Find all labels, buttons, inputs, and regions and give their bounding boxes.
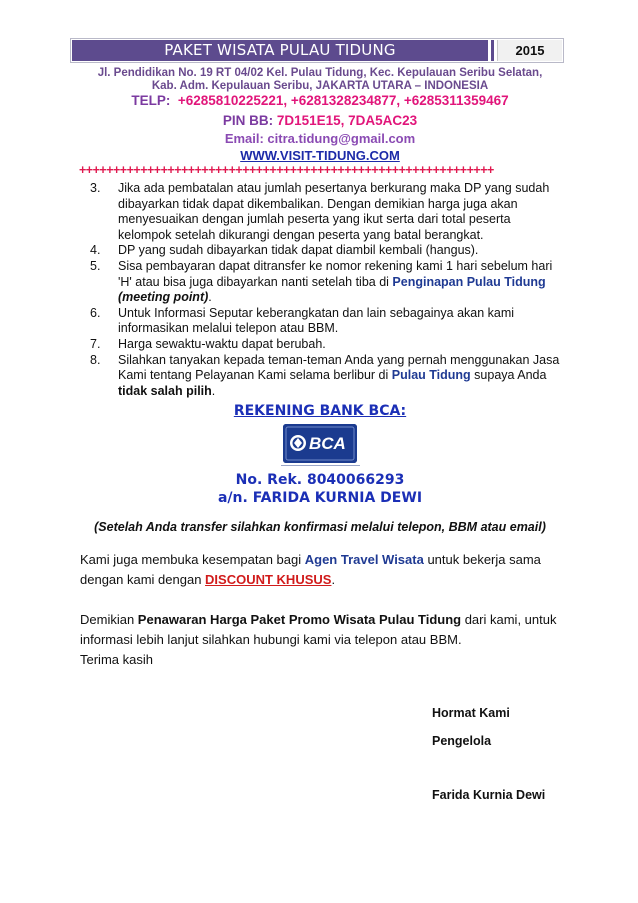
phone-numbers: +6285810225221, +6281328234877, +6285311359467 — [177, 93, 509, 108]
pin-bb-line — [60, 113, 580, 129]
agent-paragraph: Kami juga membuka kesempatan bagi Agen Travel Wisata untuk bekerja sama dengan kami dengan DISCOUNT KHUSUS. — [80, 552, 541, 587]
list-text: Jika ada pembatalan atau jumlah pesertanya berkurang maka DP yang sudah dibayarkan tidak dapat dikembalikan. Dengan demikian harga juga akan menyesuaikan dengan jumlah peserta yang ikut serta dari total peserta kelompok setelah dikurangi dengan peserta yang batal berangkat. — [118, 181, 550, 242]
account-number: No. Rek. 8040066293 — [235, 472, 405, 488]
list-text: DP yang sudah dibayarkan tidak dapat diambil kembali (hangus). — [118, 243, 479, 258]
year-label: 2015 — [497, 40, 562, 61]
list-number: 3. — [90, 181, 101, 195]
bca-logo-icon — [283, 424, 357, 463]
pin-values: 7D151E15, 7DA5AC23 — [276, 113, 418, 128]
meeting-point-note: (meeting point) — [118, 290, 209, 305]
list-item-8: 8. Silahkan tanyakan kepada teman-teman Anda yang pernah menggunakan Jasa Kami tentang Pelayanan Kami selama berlibur di Pulau Tidung supaya Anda tidak salah pilih. — [90, 352, 560, 398]
signature-role: Pengelola — [432, 734, 492, 748]
list-item-4 — [90, 243, 560, 259]
email-link[interactable]: Email: citra.tidung@gmail.com — [224, 131, 416, 146]
account-holder: a/n. FARIDA KURNIA DEWI — [217, 490, 423, 506]
list-text: Silahkan tanyakan kepada teman-teman Anda yang pernah menggunakan Jasa Kami tentang Pelayanan Kami selama berlibur di — [118, 352, 560, 383]
list-number: 8. — [90, 352, 101, 367]
website-link[interactable]: WWW.VISIT-TIDUNG.COM — [240, 148, 400, 163]
list-number: 5. — [90, 258, 101, 273]
signature-name: Farida Kurnia Dewi — [432, 788, 546, 802]
bca-logo — [283, 424, 357, 463]
address-line-1: Jl. Pendidikan No. 19 RT 04/02 Kel. Pulau Tidung, Kec. Kepulauan Seribu Selatan, — [97, 67, 543, 79]
bank-account-title: REKENING BANK BCA: — [233, 403, 407, 419]
list-item-7 — [90, 337, 560, 353]
list-number: 7. — [90, 336, 101, 351]
svg-text:BCA: BCA — [309, 434, 346, 453]
phone-line — [60, 93, 580, 109]
list-text: Sisa pembayaran dapat ditransfer ke nomor rekening kami 1 hari sebelum hari 'H' atau bisa juga dibayarkan nanti setelah tiba di — [118, 258, 553, 289]
list-item-3 — [90, 181, 560, 243]
agent-highlight: Agen Travel Wisata — [304, 552, 424, 567]
phone-label: TELP: — [131, 93, 171, 108]
confirmation-note: (Setelah Anda transfer silahkan konfirmasi melalui telepon, BBM atau email) — [94, 520, 546, 534]
header-separator — [491, 40, 494, 61]
signature-greeting: Hormat Kami — [432, 706, 510, 720]
offer-highlight: Penawaran Harga Paket Promo Wisata Pulau Tidung — [137, 612, 462, 627]
island-highlight: Pulau Tidung — [391, 368, 471, 383]
terms-list — [90, 181, 560, 399]
list-item-6 — [90, 306, 560, 337]
closing-paragraph: Demikian Penawaran Harga Paket Promo Wisata Pulau Tidung dari kami, untuk informasi lebih lanjut silahkan hubungi kami via telepon atau BBM. — [80, 612, 557, 647]
separator-line: +++++++++++++++++++++++++++++++++++++++++++++++++++++++++++++ — [79, 163, 494, 177]
list-item-5: 5. Sisa pembayaran dapat ditransfer ke nomor rekening kami 1 hari sebelum hari 'H' atau bisa juga dibayarkan nanti setelah tiba di Penginapan Pulau Tidung (meeting point). — [90, 258, 553, 305]
address-line-2: Kab. Adm. Kepulauan Seribu, JAKARTA UTARA – INDONESIA — [151, 80, 489, 92]
list-text: Harga sewaktu-waktu dapat berubah. — [118, 336, 326, 351]
thanks-text: Terima kasih — [80, 652, 153, 667]
list-number: 4. — [90, 243, 101, 258]
document-title: PAKET WISATA PULAU TIDUNG — [72, 40, 488, 61]
accommodation-highlight: Penginapan Pulau Tidung — [392, 274, 546, 289]
bold-phrase: tidak salah pilih — [118, 383, 212, 398]
pin-label: PIN BB: — [222, 113, 274, 128]
list-number: 6. — [90, 305, 101, 320]
logo-underline — [281, 465, 360, 466]
list-text: Untuk Informasi Seputar keberangkatan dan lain sebagainya akan kami informasikan melalui telepon atau BBM. — [118, 305, 515, 336]
discount-highlight: DISCOUNT KHUSUS — [205, 572, 332, 587]
